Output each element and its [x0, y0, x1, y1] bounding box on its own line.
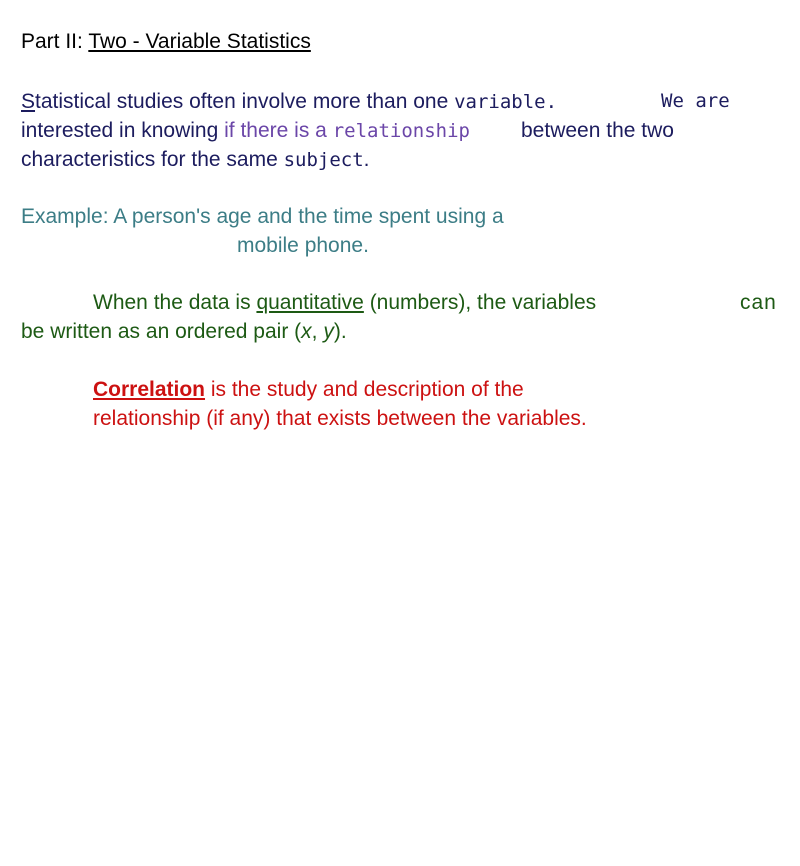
intro-relationship: relationship: [332, 120, 470, 142]
correlation-term: Correlation: [93, 378, 206, 401]
quantitative-line-2: [21, 317, 347, 346]
intro-period: .: [363, 148, 370, 171]
example-line-1: Example: A person's age and the time spent using a: [21, 205, 504, 228]
correlation-line-2: relationship (if any) that exists between the variables.: [93, 407, 587, 430]
intro-line-2: [21, 116, 470, 146]
quant-sep: ,: [311, 320, 324, 343]
quant-pre: When the data is: [93, 291, 257, 314]
quantitative-line-1: [93, 288, 596, 317]
quant-post: (numbers), the variables: [363, 291, 597, 314]
quant-can: can: [740, 291, 777, 314]
quant-y: y: [323, 320, 334, 343]
title-text: Two - Variable Statistics: [88, 30, 311, 53]
correlation-line-1: [93, 375, 524, 404]
intro-we-are: We are: [661, 90, 730, 112]
intro-between: between the two: [521, 119, 674, 142]
quant-line2-pre: be written as an ordered pair (: [21, 320, 302, 343]
example-line-2: mobile phone.: [237, 234, 369, 257]
quant-term: quantitative: [256, 291, 364, 314]
intro-variable: variable.: [454, 91, 558, 113]
correlation-rest: is the study and description of the: [205, 378, 524, 401]
intro-text-2: interested in knowing: [21, 119, 225, 142]
intro-text-1: tatistical studies often involve more than one: [35, 90, 455, 113]
page-title: [21, 27, 311, 56]
intro-purple: if there is a: [224, 119, 333, 142]
intro-cap: S: [21, 90, 36, 113]
intro-subject: subject: [283, 149, 364, 171]
title-prefix: Part II:: [21, 30, 89, 53]
intro-line-3: [21, 145, 370, 175]
quant-line2-post: ).: [333, 320, 347, 343]
intro-text-3: characteristics for the same: [21, 148, 284, 171]
quant-x: x: [301, 320, 312, 343]
intro-line-1: [21, 87, 557, 117]
